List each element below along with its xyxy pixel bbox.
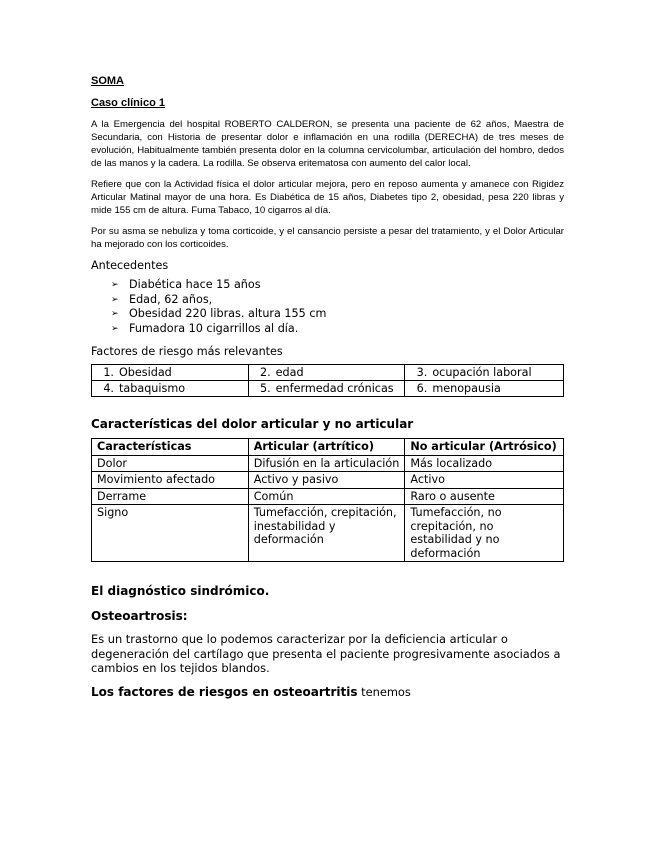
- table-cell: Tumefacción, crepitación, inestabilidad y deformación: [248, 505, 405, 562]
- case-title: Caso clínico 1: [91, 97, 165, 109]
- table-row: [92, 488, 564, 505]
- arrow-bullet-icon: ➢: [111, 323, 119, 334]
- table-cell: Activo: [405, 472, 564, 489]
- risk-factors-bold: Los factores de riesgos en osteoartritis: [91, 684, 358, 699]
- characteristics-table: [91, 438, 564, 562]
- column-header: Articular (artrítico): [248, 439, 405, 456]
- list-item: ➢ Diabética hace 15 años: [111, 278, 261, 291]
- list-item: ➢ Obesidad 220 libras. altura 155 cm: [111, 307, 327, 320]
- table-cell: Raro o ausente: [405, 488, 564, 505]
- factores-heading: Factores de riesgo más relevantes: [91, 345, 283, 358]
- table-cell: Activo y pasivo: [248, 472, 405, 489]
- arrow-bullet-icon: ➢: [111, 280, 119, 290]
- list-item: ➢ Edad, 62 años,: [111, 292, 213, 306]
- osteoartrosis-definition: Es un trastorno que lo podemos caracterizar por la deficiencia articular o degeneración del cartílago que presenta el paciente progresivamente asociados a cambios en los tejidos blandos.: [91, 632, 561, 675]
- table-cell: 3. ocupación laboral: [405, 365, 564, 381]
- table-cell: Dolor: [92, 455, 249, 472]
- table-header-row: [92, 439, 564, 456]
- table-cell: Común: [248, 488, 405, 505]
- risk-factors-rest: tenemos: [357, 684, 411, 699]
- table-row: [92, 505, 564, 562]
- case-paragraph-3: Por su asma se nebuliza y toma corticoide, y el cansancio persiste a pesar del tratamiento, y el Dolor Articular ha mejorado con los corticoides.: [91, 226, 564, 250]
- table-cell: Difusión en la articulación: [248, 455, 405, 472]
- table-cell: 4. tabaquismo: [92, 381, 249, 397]
- table-row: [92, 472, 564, 489]
- table-row: [92, 455, 564, 472]
- table-cell: 6. menopausia: [405, 381, 564, 397]
- arrow-bullet-icon: ➢: [111, 309, 119, 319]
- risk-factors-table: [91, 364, 564, 397]
- antecedentes-list: [111, 278, 564, 336]
- table-row: [92, 381, 564, 397]
- table-cell: Tumefacción, no crepitación, no estabilidad y no deformación: [405, 505, 564, 562]
- osteoartrosis-heading: Osteoartrosis:: [91, 609, 188, 623]
- document-page: [91, 75, 564, 699]
- risk-factors-line: [91, 685, 564, 700]
- table-cell: Signo: [92, 505, 249, 562]
- list-item: ➢ Fumadora 10 cigarrillos al día.: [111, 321, 299, 335]
- column-header: Características: [92, 439, 249, 456]
- diagnostico-heading: El diagnóstico sindrómico.: [91, 584, 270, 598]
- antecedentes-heading: Antecedentes: [91, 259, 169, 272]
- table-row: [92, 365, 564, 381]
- caracteristicas-heading: Características del dolor articular y no articular: [91, 417, 414, 431]
- case-paragraph-2: Refiere que con la Actividad física el dolor articular mejora, pero en reposo aumenta y amanece con Rigidez Articular Matinal mayor de una hora. Es Diabética de 15 años, Diabetes tipo 2, obesidad, pesa 220 libras y mide 155 cm de altura. Fuma Tabaco, 10 cigarros al día.: [91, 179, 564, 216]
- table-cell: Más localizado: [405, 455, 564, 472]
- table-cell: Movimiento afectado: [92, 472, 249, 489]
- column-header: No articular (Artrósico): [405, 439, 564, 456]
- arrow-bullet-icon: ➢: [111, 294, 119, 305]
- document-title: SOMA: [91, 75, 124, 87]
- table-cell: 5. enfermedad crónicas: [248, 381, 405, 397]
- table-cell: 1. Obesidad: [92, 365, 249, 381]
- case-paragraph-1: A la Emergencia del hospital ROBERTO CALDERON, se presenta una paciente de 62 años, Maestra de Secundaria, con Historia de presentar dolor e inflamación en una rodilla (DERECHA) de tres meses de evolución, Habitualmente también presenta dolor en la columna cervicolumbar, articulación del hombro, dedos de las manos y la cadera. La rodilla. Se observa eritematosa con aumento del calor local.: [91, 119, 564, 169]
- table-cell: Derrame: [92, 488, 249, 505]
- table-cell: 2. edad: [248, 365, 405, 381]
